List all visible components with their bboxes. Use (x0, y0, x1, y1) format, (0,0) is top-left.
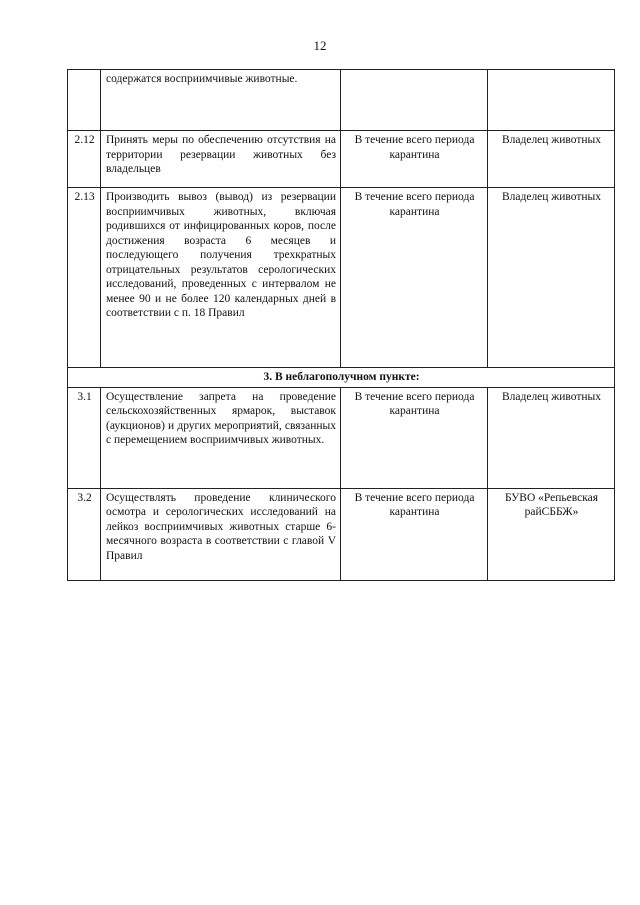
page-number: 12 (313, 38, 327, 53)
row-number: 2.12 (68, 131, 101, 188)
row-action: Осуществление запрета на проведение сельскохозяйственных ярмарок, выставок (аукционов) и других мероприятий, связанных с перемещением восприимчивых животных. (101, 387, 341, 488)
row-term: В течение всего периода карантина (341, 488, 488, 580)
row-number: 3.1 (68, 387, 101, 488)
row-responsible: Владелец животных (488, 188, 615, 368)
row-action: содержатся восприимчивые животные. (101, 70, 341, 131)
table-row (68, 131, 615, 188)
row-number: 3.2 (68, 488, 101, 580)
measures-table (67, 69, 615, 581)
table-row (68, 488, 615, 580)
row-responsible (488, 70, 615, 131)
row-action: Производить вывоз (вывод) из резервации восприимчивых животных, включая родившихся от инфицированных коров, после достижения возраста 6 месяцев и последующего получения трехкратных отрицательных результатов серологических исследований, проведенных с интервалом не менее 90 и не более 120 календарных дней в соответствии с п. 18 Правил (101, 188, 341, 368)
row-responsible: БУВО «Репьевская райСББЖ» (488, 488, 615, 580)
row-action: Осуществлять проведение клинического осмотра и серологических исследований на лейкоз восприимчивых животных старше 6-месячного возраста в соответствии с главой V Правил (101, 488, 341, 580)
table-row (68, 387, 615, 488)
row-term (341, 70, 488, 131)
row-number: 2.13 (68, 188, 101, 368)
row-action: Принять меры по обеспечению отсутствия на территории резервации животных без владельцев (101, 131, 341, 188)
row-number (68, 70, 101, 131)
table-row (68, 188, 615, 368)
row-term: В течение всего периода карантина (341, 188, 488, 368)
row-term: В течение всего периода карантина (341, 131, 488, 188)
row-term: В течение всего периода карантина (341, 387, 488, 488)
section-row (68, 368, 615, 388)
row-responsible: Владелец животных (488, 387, 615, 488)
section-title: 3. В неблагополучном пункте: (68, 368, 615, 388)
table-row (68, 70, 615, 131)
row-responsible: Владелец животных (488, 131, 615, 188)
